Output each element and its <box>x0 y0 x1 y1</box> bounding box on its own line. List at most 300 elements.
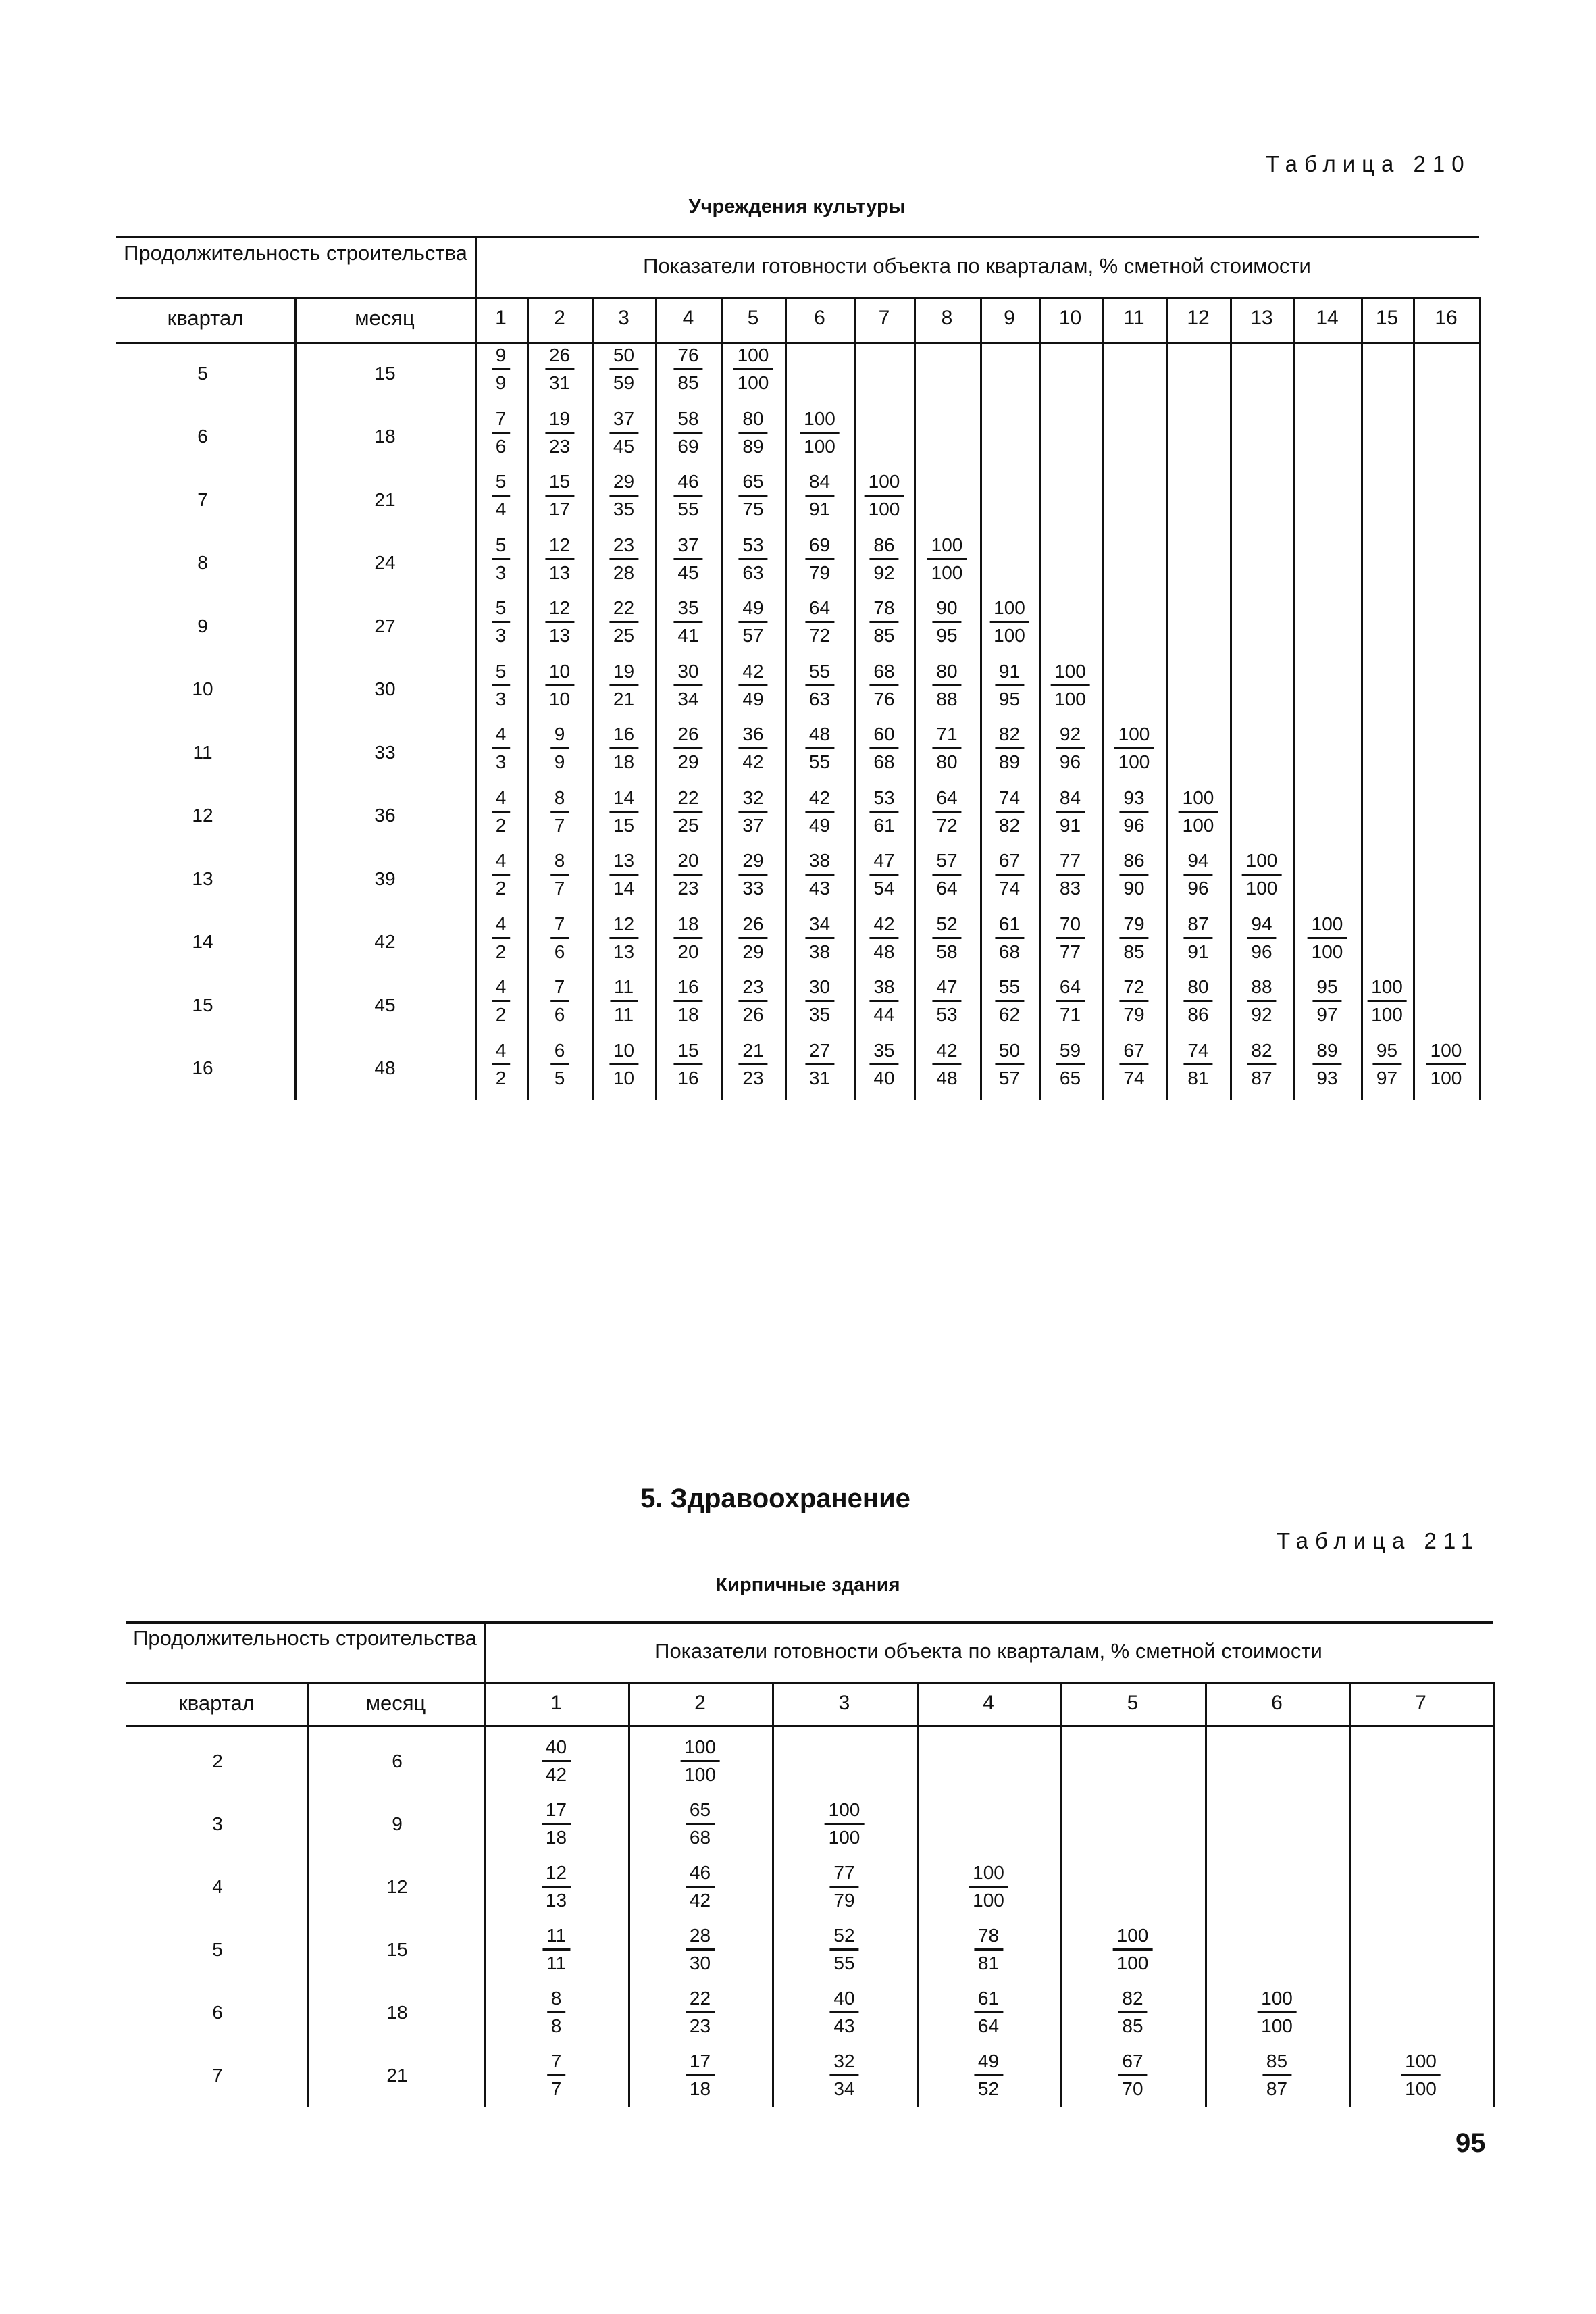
value-denominator: 55 <box>677 499 699 520</box>
t211-quarter-cell: 2 <box>212 1750 223 1771</box>
value-denominator: 18 <box>545 1827 567 1848</box>
t211-value-fraction <box>680 1738 720 1784</box>
value-denominator: 49 <box>742 688 764 709</box>
t211-divider <box>1493 1682 1495 2107</box>
t211-duration-header: Продолжительность строительства <box>133 1626 477 1650</box>
t210-month-cell: 15 <box>374 362 396 384</box>
t211-value-fraction <box>686 1801 715 1847</box>
value-denominator: 52 <box>977 2078 1000 2099</box>
value-denominator: 100 <box>1116 1953 1149 1973</box>
value-numerator: 7 <box>550 978 569 1002</box>
t211-top-rule <box>126 1621 1493 1624</box>
value-numerator: 64 <box>1056 978 1085 1002</box>
value-numerator: 67 <box>1119 1041 1148 1065</box>
value-numerator: 100 <box>969 1863 1008 1888</box>
value-denominator: 2 <box>495 1067 507 1088</box>
t211-divider <box>1060 1682 1062 2107</box>
value-numerator: 29 <box>738 851 767 876</box>
table-210-subtitle: Учреждения культуры <box>688 196 906 218</box>
t211-quarter-cell: 7 <box>212 2064 223 2086</box>
value-numerator: 26 <box>738 915 767 939</box>
value-numerator: 22 <box>609 599 638 623</box>
value-denominator: 89 <box>998 751 1021 772</box>
value-denominator: 89 <box>742 435 764 457</box>
t211-indicators-header: Показатели готовности объекта по кварталам, % сметной стоимости <box>654 1639 1322 1663</box>
t210-quarter-cell: 9 <box>197 615 208 636</box>
value-denominator: 53 <box>936 1004 958 1025</box>
value-denominator: 65 <box>1059 1067 1081 1088</box>
t210-duration-header: Продолжительность строительства <box>124 241 467 265</box>
t210-quarter-cell: 5 <box>197 362 208 384</box>
value-denominator: 72 <box>808 625 831 646</box>
value-denominator: 87 <box>1251 1067 1272 1088</box>
t211-value-fraction <box>829 1863 858 1910</box>
value-denominator: 69 <box>677 435 699 457</box>
value-numerator: 4 <box>492 851 511 876</box>
t211-quarter-cell: 6 <box>212 2001 223 2023</box>
value-numerator: 48 <box>805 725 834 749</box>
value-denominator: 40 <box>873 1067 895 1088</box>
value-denominator: 28 <box>613 561 635 583</box>
value-denominator: 100 <box>684 1764 716 1785</box>
value-denominator: 100 <box>1261 2015 1293 2036</box>
t211-column-rule <box>126 1725 1493 1727</box>
t210-indicators-header: Показатели готовности объекта по кварталам, % сметной стоимости <box>643 254 1311 278</box>
t210-column-number: 8 <box>941 307 953 329</box>
t211-value-fraction <box>542 1863 571 1910</box>
value-denominator: 38 <box>808 940 831 962</box>
value-denominator: 55 <box>833 1953 855 1973</box>
t210-column-number: 5 <box>747 307 759 329</box>
value-denominator: 64 <box>977 2015 1000 2036</box>
value-denominator: 63 <box>742 561 764 583</box>
t210-quarter-cell: 13 <box>192 867 213 889</box>
t210-column-number: 4 <box>682 307 694 329</box>
t211-column-number: 4 <box>983 1692 994 1714</box>
value-numerator: 4 <box>492 788 511 813</box>
t211-value-fraction <box>825 1801 865 1847</box>
value-denominator: 7 <box>550 2078 562 2099</box>
value-denominator: 43 <box>833 2015 855 2036</box>
value-denominator: 43 <box>808 878 831 899</box>
value-denominator: 25 <box>613 625 635 646</box>
value-denominator: 34 <box>677 688 699 709</box>
value-numerator: 34 <box>805 915 834 939</box>
value-numerator: 18 <box>673 915 702 939</box>
value-numerator: 46 <box>673 472 702 497</box>
value-denominator: 79 <box>808 561 831 583</box>
value-numerator: 92 <box>1056 725 1085 749</box>
t211-value-fraction <box>1118 2052 1147 2098</box>
t210-quarter-cell: 14 <box>192 931 213 953</box>
value-numerator: 80 <box>738 409 767 434</box>
value-denominator: 100 <box>804 435 835 457</box>
t210-month-cell: 24 <box>374 552 396 574</box>
value-denominator: 9 <box>495 372 507 393</box>
value-denominator: 64 <box>936 878 958 899</box>
value-numerator: 22 <box>673 788 702 813</box>
value-denominator: 68 <box>998 940 1021 962</box>
t211-divider <box>1349 1682 1351 2107</box>
value-denominator: 42 <box>742 751 764 772</box>
section-title: 5. Здравоохранение <box>640 1484 910 1513</box>
value-numerator: 65 <box>686 1801 715 1825</box>
value-numerator: 100 <box>1308 915 1347 939</box>
value-denominator: 100 <box>1054 688 1086 709</box>
value-denominator: 100 <box>1430 1067 1462 1088</box>
t211-value-fraction <box>1262 2052 1291 2098</box>
value-denominator: 62 <box>998 1004 1021 1025</box>
value-denominator: 96 <box>1251 940 1272 962</box>
value-denominator: 31 <box>548 372 571 393</box>
value-denominator: 3 <box>495 751 507 772</box>
value-numerator: 53 <box>869 788 898 813</box>
value-numerator: 15 <box>545 472 574 497</box>
value-numerator: 79 <box>1119 915 1148 939</box>
t210-quarter-header: квартал <box>167 306 244 330</box>
value-numerator: 52 <box>829 1926 858 1951</box>
value-denominator: 57 <box>742 625 764 646</box>
t210-quarter-cell: 7 <box>197 488 208 510</box>
t211-value-fraction <box>974 1989 1003 2036</box>
t211-month-cell: 12 <box>386 1876 408 1897</box>
value-numerator: 61 <box>995 915 1024 939</box>
value-denominator: 29 <box>677 751 699 772</box>
value-numerator: 7 <box>547 2052 566 2076</box>
value-denominator: 42 <box>545 1764 567 1785</box>
t210-quarter-cell: 8 <box>197 552 208 574</box>
value-numerator: 40 <box>829 1989 858 2013</box>
value-denominator: 100 <box>973 1890 1004 1911</box>
value-numerator: 80 <box>1183 978 1212 1002</box>
t211-value-fraction <box>542 1801 571 1847</box>
value-numerator: 10 <box>545 662 574 686</box>
value-denominator: 91 <box>1059 814 1081 836</box>
t211-column-number: 2 <box>694 1692 706 1714</box>
value-denominator: 37 <box>742 814 764 836</box>
value-denominator: 41 <box>677 625 699 646</box>
value-denominator: 70 <box>1122 2078 1143 2099</box>
value-numerator: 82 <box>1118 1989 1147 2013</box>
value-denominator: 8 <box>550 2015 562 2036</box>
t210-month-cell: 45 <box>374 994 396 1015</box>
t211-column-number: 6 <box>1271 1692 1283 1714</box>
value-numerator: 64 <box>805 599 834 623</box>
value-numerator: 76 <box>673 346 702 370</box>
value-numerator: 37 <box>609 409 638 434</box>
value-denominator: 49 <box>808 814 831 836</box>
value-denominator: 26 <box>742 1004 764 1025</box>
value-denominator: 100 <box>931 561 963 583</box>
t211-value-fraction <box>1401 2052 1441 2098</box>
t211-value-fraction <box>829 2052 858 2098</box>
t211-value-fraction <box>547 2052 566 2098</box>
value-denominator: 100 <box>1371 1004 1403 1025</box>
t210-column-number: 13 <box>1250 307 1273 329</box>
value-denominator: 31 <box>808 1067 831 1088</box>
value-denominator: 13 <box>548 625 571 646</box>
value-numerator: 4 <box>492 725 511 749</box>
t211-column-number: 1 <box>550 1692 562 1714</box>
value-numerator: 89 <box>1312 1041 1341 1065</box>
t211-value-fraction <box>969 1863 1008 1910</box>
t211-value-fraction <box>1257 1989 1297 2036</box>
value-numerator: 15 <box>673 1041 702 1065</box>
value-numerator: 38 <box>805 851 834 876</box>
value-numerator: 69 <box>805 536 834 560</box>
value-numerator: 32 <box>829 2052 858 2076</box>
value-numerator: 42 <box>932 1041 961 1065</box>
value-numerator: 90 <box>932 599 961 623</box>
value-denominator: 86 <box>1187 1004 1209 1025</box>
value-denominator: 95 <box>936 625 958 646</box>
value-denominator: 42 <box>689 1890 711 1911</box>
t210-month-cell: 27 <box>374 615 396 636</box>
value-denominator: 2 <box>495 940 507 962</box>
value-denominator: 55 <box>808 751 831 772</box>
value-numerator: 28 <box>686 1926 715 1951</box>
value-numerator: 16 <box>609 725 638 749</box>
value-denominator: 45 <box>677 561 699 583</box>
value-numerator: 22 <box>686 1989 715 2013</box>
value-denominator: 68 <box>689 1827 711 1848</box>
value-denominator: 20 <box>677 940 699 962</box>
value-numerator: 49 <box>738 599 767 623</box>
value-denominator: 79 <box>833 1890 855 1911</box>
value-numerator: 100 <box>733 346 773 370</box>
t211-month-cell: 15 <box>386 1938 408 1960</box>
value-numerator: 55 <box>805 662 834 686</box>
value-numerator: 61 <box>974 1989 1003 2013</box>
t210-column-number: 10 <box>1058 307 1082 329</box>
value-denominator: 13 <box>548 561 571 583</box>
value-numerator: 100 <box>1242 851 1282 876</box>
value-numerator: 27 <box>805 1041 834 1065</box>
value-numerator: 95 <box>1372 1041 1401 1065</box>
value-denominator: 58 <box>936 940 958 962</box>
value-denominator: 91 <box>808 499 831 520</box>
value-numerator: 67 <box>1118 2052 1147 2076</box>
value-numerator: 77 <box>829 1863 858 1888</box>
t211-value-fraction <box>1113 1926 1153 1973</box>
t211-column-number: 7 <box>1415 1692 1426 1714</box>
value-denominator: 54 <box>873 878 895 899</box>
value-numerator: 71 <box>932 725 961 749</box>
value-numerator: 26 <box>545 346 574 370</box>
value-numerator: 42 <box>869 915 898 939</box>
value-numerator: 30 <box>805 978 834 1002</box>
value-numerator: 40 <box>542 1738 571 1762</box>
t211-quarter-header: квартал <box>178 1691 255 1715</box>
value-numerator: 82 <box>995 725 1024 749</box>
value-denominator: 21 <box>613 688 635 709</box>
value-denominator: 88 <box>936 688 958 709</box>
value-numerator: 84 <box>805 472 834 497</box>
value-denominator: 61 <box>873 814 895 836</box>
value-denominator: 48 <box>873 940 895 962</box>
value-numerator: 5 <box>492 472 511 497</box>
value-denominator: 6 <box>554 940 565 962</box>
value-numerator: 100 <box>680 1738 720 1762</box>
t210-column-number: 3 <box>618 307 629 329</box>
t210-column-number: 9 <box>1004 307 1015 329</box>
value-denominator: 11 <box>613 1004 634 1025</box>
value-numerator: 12 <box>545 536 574 560</box>
value-denominator: 75 <box>742 499 764 520</box>
value-numerator: 21 <box>738 1041 767 1065</box>
t211-month-cell: 18 <box>386 2001 408 2023</box>
value-denominator: 5 <box>554 1067 565 1088</box>
t211-month-cell: 9 <box>392 1813 403 1834</box>
value-denominator: 3 <box>495 625 507 646</box>
value-numerator: 77 <box>1056 851 1085 876</box>
t211-value-fraction <box>686 1989 715 2036</box>
value-numerator: 20 <box>673 851 702 876</box>
t211-quarter-cell: 5 <box>212 1938 223 1960</box>
value-denominator: 18 <box>677 1004 699 1025</box>
value-numerator: 68 <box>869 662 898 686</box>
value-numerator: 88 <box>1247 978 1276 1002</box>
t211-value-fraction <box>686 1863 715 1910</box>
t210-month-cell: 48 <box>374 1057 396 1079</box>
t210-quarter-cell: 6 <box>197 426 208 447</box>
t210-column-number: 16 <box>1435 307 1458 329</box>
value-numerator: 100 <box>1050 662 1090 686</box>
table-211-label: Таблица 211 <box>1277 1528 1481 1553</box>
value-denominator: 10 <box>613 1067 635 1088</box>
value-numerator: 67 <box>995 851 1024 876</box>
value-denominator: 100 <box>1182 814 1214 836</box>
t210-quarter-cell: 10 <box>192 678 213 700</box>
t210-month-cell: 36 <box>374 805 396 826</box>
t211-month-cell: 21 <box>386 2064 408 2086</box>
value-denominator: 23 <box>742 1067 764 1088</box>
value-denominator: 14 <box>613 878 635 899</box>
value-denominator: 3 <box>495 688 507 709</box>
value-numerator: 100 <box>865 472 904 497</box>
t211-quarter-cell: 4 <box>212 1876 223 1897</box>
value-denominator: 59 <box>613 372 635 393</box>
t211-value-fraction <box>542 1926 570 1973</box>
value-denominator: 23 <box>689 2015 711 2036</box>
t210-month-cell: 30 <box>374 678 396 700</box>
value-numerator: 17 <box>686 2052 715 2076</box>
value-denominator: 100 <box>1311 940 1343 962</box>
table-211-subtitle: Кирпичные здания <box>715 1574 900 1596</box>
value-denominator: 7 <box>554 814 565 836</box>
value-denominator: 4 <box>495 499 507 520</box>
value-denominator: 100 <box>737 372 769 393</box>
value-numerator: 11 <box>542 1926 570 1951</box>
value-numerator: 55 <box>995 978 1024 1002</box>
value-denominator: 92 <box>1251 1004 1272 1025</box>
value-numerator: 94 <box>1247 915 1276 939</box>
value-numerator: 93 <box>1119 788 1148 813</box>
value-numerator: 100 <box>989 599 1029 623</box>
value-denominator: 6 <box>495 435 507 457</box>
t211-column-number: 5 <box>1127 1692 1139 1714</box>
value-denominator: 2 <box>495 878 507 899</box>
t211-value-fraction <box>1118 1989 1147 2036</box>
t210-column-number: 12 <box>1187 307 1210 329</box>
value-denominator: 100 <box>868 499 900 520</box>
t210-month-header: месяц <box>355 306 415 330</box>
value-denominator: 74 <box>1123 1067 1145 1088</box>
value-denominator: 95 <box>998 688 1021 709</box>
t210-quarter-cell: 11 <box>192 741 213 763</box>
value-denominator: 68 <box>873 751 895 772</box>
value-numerator: 7 <box>550 915 569 939</box>
value-numerator: 91 <box>995 662 1024 686</box>
value-denominator: 100 <box>1245 878 1278 899</box>
value-numerator: 16 <box>673 978 702 1002</box>
value-numerator: 23 <box>738 978 767 1002</box>
value-numerator: 9 <box>492 346 511 370</box>
value-denominator: 23 <box>677 878 699 899</box>
value-denominator: 35 <box>808 1004 831 1025</box>
t210-column-number: 6 <box>814 307 825 329</box>
value-denominator: 80 <box>936 751 958 772</box>
value-numerator: 72 <box>1119 978 1148 1002</box>
value-denominator: 63 <box>808 688 831 709</box>
t210-month-cell: 33 <box>374 741 396 763</box>
value-numerator: 10 <box>609 1041 638 1065</box>
value-numerator: 50 <box>609 346 638 370</box>
value-numerator: 87 <box>1183 915 1212 939</box>
value-denominator: 92 <box>873 561 895 583</box>
value-numerator: 14 <box>609 788 638 813</box>
value-denominator: 2 <box>495 1004 507 1025</box>
value-denominator: 76 <box>873 688 895 709</box>
value-denominator: 100 <box>828 1827 860 1848</box>
value-denominator: 85 <box>1123 940 1145 962</box>
value-numerator: 64 <box>932 788 961 813</box>
value-numerator: 100 <box>927 536 967 560</box>
t211-value-fraction <box>542 1738 571 1784</box>
value-numerator: 86 <box>869 536 898 560</box>
t211-value-fraction <box>829 1926 858 1973</box>
value-numerator: 4 <box>492 1041 511 1065</box>
t211-value-fraction <box>547 1989 566 2036</box>
value-numerator: 7 <box>492 409 511 434</box>
value-denominator: 83 <box>1059 878 1081 899</box>
value-numerator: 36 <box>738 725 767 749</box>
value-denominator: 91 <box>1187 940 1209 962</box>
value-numerator: 12 <box>542 1863 571 1888</box>
value-numerator: 94 <box>1183 851 1212 876</box>
value-denominator: 74 <box>998 878 1021 899</box>
value-numerator: 95 <box>1312 978 1341 1002</box>
value-numerator: 53 <box>738 536 767 560</box>
value-numerator: 57 <box>932 851 961 876</box>
value-denominator: 30 <box>689 1953 711 1973</box>
value-denominator: 6 <box>554 1004 565 1025</box>
t211-divider <box>628 1682 630 2107</box>
value-numerator: 35 <box>673 599 702 623</box>
value-numerator: 11 <box>610 978 638 1002</box>
value-denominator: 18 <box>613 751 635 772</box>
t211-column-number: 3 <box>838 1692 850 1714</box>
value-numerator: 70 <box>1056 915 1085 939</box>
value-denominator: 11 <box>546 1953 567 1973</box>
value-numerator: 74 <box>995 788 1024 813</box>
value-numerator: 35 <box>869 1041 898 1065</box>
value-denominator: 97 <box>1376 1067 1398 1088</box>
t211-header-rule <box>126 1682 1493 1684</box>
t210-column-number: 2 <box>554 307 565 329</box>
t210-column-number: 1 <box>495 307 507 329</box>
value-denominator: 15 <box>613 814 635 836</box>
